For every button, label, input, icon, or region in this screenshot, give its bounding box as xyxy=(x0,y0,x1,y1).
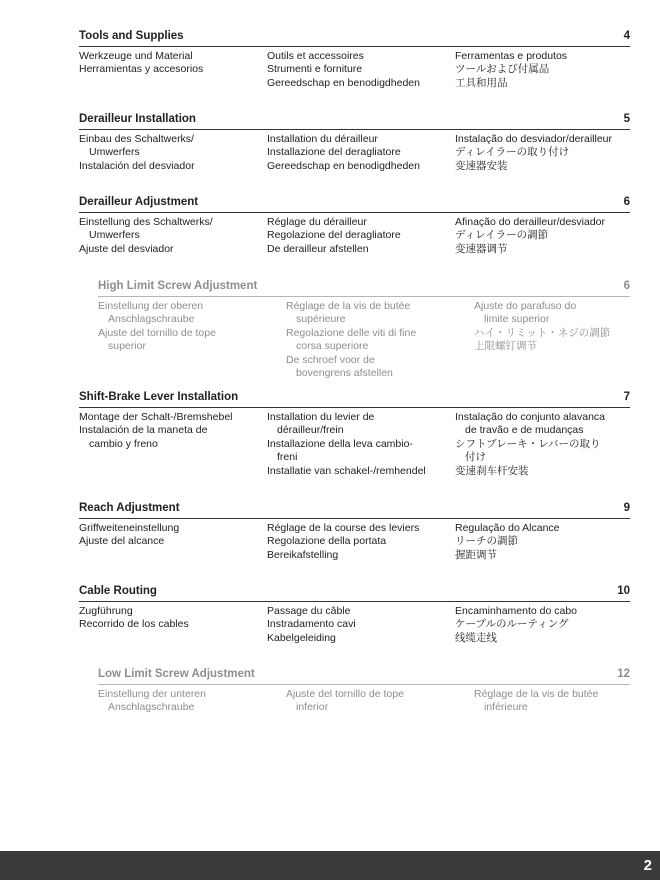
translation-line: Gereedschap en benodigdheden xyxy=(267,76,420,89)
page-footer xyxy=(0,851,660,880)
translation-line: 线缆走线 xyxy=(455,631,497,644)
translation-line: 付け xyxy=(465,451,486,464)
translation-line: inférieure xyxy=(484,701,528,714)
translation-column xyxy=(267,605,449,645)
translation-column xyxy=(267,50,449,90)
translation-line: Instradamento cavi xyxy=(267,618,356,631)
toc-entry xyxy=(79,195,630,256)
translation-line: 工具和用品 xyxy=(455,76,508,89)
translation-column xyxy=(79,50,261,77)
translation-line: Strumenti e forniture xyxy=(267,63,363,76)
translation-line: Ajuste del alcance xyxy=(79,535,165,548)
translation-line: Einstellung des Schaltwerks/ xyxy=(79,216,213,228)
translation-line: Ferramentas e produtos xyxy=(455,50,568,62)
toc-entry xyxy=(79,390,630,478)
translation-column xyxy=(455,522,637,562)
toc-entry-translations xyxy=(79,50,630,90)
translation-line: Kabelgeleiding xyxy=(267,631,336,644)
translation-line: Réglage du dérailleur xyxy=(267,216,367,228)
translation-line: Griffweiteneinstellung xyxy=(79,522,180,534)
toc-entry-translations xyxy=(98,688,630,715)
toc-entry-page: 9 xyxy=(623,502,630,514)
translation-line: Installazione della leva cambio- xyxy=(267,437,413,450)
translation-column xyxy=(267,216,449,256)
translation-line: リーチの調節 xyxy=(455,535,518,548)
toc-entry xyxy=(79,112,630,173)
translation-line: ディレイラーの取り付け xyxy=(455,146,570,159)
toc-entry-title: Shift-Brake Lever Installation xyxy=(79,391,239,403)
toc-entry-page: 12 xyxy=(617,668,630,680)
toc-entry-header[interactable] xyxy=(98,667,630,685)
translation-column xyxy=(455,133,637,173)
toc-entry xyxy=(79,584,630,645)
translation-column xyxy=(98,688,280,715)
translation-line: limite superior xyxy=(484,313,550,326)
toc-entry xyxy=(79,29,630,90)
toc-entry-title: Derailleur Adjustment xyxy=(79,196,199,208)
toc-entry-translations xyxy=(98,300,630,380)
translation-line: Einstellung der unteren xyxy=(98,688,206,700)
translation-line: Regolazione della portata xyxy=(267,535,387,548)
translation-column xyxy=(79,411,261,451)
toc-entry-header[interactable] xyxy=(79,112,630,130)
translation-line: Passage du câble xyxy=(267,605,351,617)
page-number: 2 xyxy=(643,857,652,874)
toc-entry-page: 10 xyxy=(617,585,630,597)
toc-entry-page: 6 xyxy=(623,280,630,292)
toc-entry-translations xyxy=(79,133,630,173)
translation-column xyxy=(455,50,637,90)
translation-line: Einstellung der oberen xyxy=(98,300,204,312)
translation-line: de travão e de mudanças xyxy=(465,424,584,437)
toc-entry-title: Tools and Supplies xyxy=(79,30,184,42)
translation-column xyxy=(474,300,656,354)
toc-entry-page: 7 xyxy=(623,391,630,403)
translation-line: Zugführung xyxy=(79,605,133,617)
translation-line: Réglage de la vis de butée xyxy=(286,300,411,312)
translation-column xyxy=(79,522,261,549)
translation-column xyxy=(455,605,637,645)
translation-line: Instalação do conjunto alavanca xyxy=(455,411,606,423)
toc-entry xyxy=(98,667,630,715)
translation-line: 变速刹车杆安装 xyxy=(455,464,529,477)
translation-column xyxy=(455,411,637,478)
translation-line: corsa superiore xyxy=(296,340,369,353)
toc-entry-header[interactable] xyxy=(98,279,630,297)
translation-line: Werkzeuge und Material xyxy=(79,50,193,62)
translation-line: ツールおよび付属品 xyxy=(455,63,550,76)
translation-line: Instalação do desviador/derailleur xyxy=(455,133,613,145)
translation-line: De derailleur afstellen xyxy=(267,242,369,255)
toc-entry-title: Low Limit Screw Adjustment xyxy=(98,668,255,680)
translation-column xyxy=(267,522,449,562)
toc-entry xyxy=(79,501,630,562)
toc-entry-translations xyxy=(79,216,630,256)
translation-line: Outils et accessoires xyxy=(267,50,364,62)
translation-line: Regolazione del deragliatore xyxy=(267,229,401,242)
translation-line: Installazione del deragliatore xyxy=(267,146,401,159)
translation-column xyxy=(455,216,637,256)
translation-column xyxy=(267,411,449,478)
translation-line: De schroef voor de xyxy=(286,353,375,366)
translation-column xyxy=(286,300,468,380)
translation-line: Anschlagschraube xyxy=(108,701,195,714)
translation-line: Recorrido de los cables xyxy=(79,618,189,631)
translation-line: Réglage de la course des leviers xyxy=(267,522,420,534)
translation-line: Ajuste del tornillo de tope xyxy=(98,326,216,339)
translation-line: ディレイラーの調節 xyxy=(455,229,549,242)
translation-line: Bereikafstelling xyxy=(267,548,339,561)
translation-line: Afinação do derailleur/desviador xyxy=(455,216,606,228)
translation-line: freni xyxy=(277,451,298,464)
translation-line: ハイ・リミット・ネジの調節 xyxy=(474,326,611,339)
translation-line: Instalación de la maneta de xyxy=(79,424,208,437)
translation-line: Installation du levier de xyxy=(267,411,375,423)
translation-line: 握距调节 xyxy=(455,548,497,561)
translation-line: Gereedschap en benodigdheden xyxy=(267,159,420,172)
toc-entry-header[interactable] xyxy=(79,390,630,408)
translation-line: Instalación del desviador xyxy=(79,159,195,172)
translation-line: Ajuste do parafuso do xyxy=(474,300,577,312)
translation-line: Montage der Schalt-/Bremshebel xyxy=(79,411,233,423)
toc-entry-translations xyxy=(79,605,630,645)
toc-entry-translations xyxy=(79,411,630,478)
translation-line: シフトブレーキ・レバーの取り xyxy=(455,437,601,450)
translation-line: Umwerfers xyxy=(89,146,140,159)
toc-entry-translations xyxy=(79,522,630,562)
toc-entry-title: Reach Adjustment xyxy=(79,502,180,514)
translation-line: Regolazione delle viti di fine xyxy=(286,326,417,339)
translation-line: inferior xyxy=(296,701,329,714)
translation-line: Umwerfers xyxy=(89,229,140,242)
translation-line: Herramientas y accesorios xyxy=(79,63,204,76)
toc-entry-header[interactable] xyxy=(79,584,630,602)
translation-column xyxy=(267,133,449,173)
translation-line: dérailleur/frein xyxy=(277,424,344,437)
translation-line: bovengrens afstellen xyxy=(296,367,393,380)
translation-line: Anschlagschraube xyxy=(108,313,195,326)
toc-entry-page: 4 xyxy=(623,30,630,42)
translation-line: Encaminhamento do cabo xyxy=(455,605,577,617)
toc-entry-title: High Limit Screw Adjustment xyxy=(98,280,258,292)
toc-entry-title: Derailleur Installation xyxy=(79,113,196,125)
toc-entry-header[interactable] xyxy=(79,501,630,519)
translation-line: ケーブルのルーティング xyxy=(455,618,569,631)
translation-line: Installatie van schakel-/remhendel xyxy=(267,464,426,477)
translation-column xyxy=(286,688,468,715)
translation-column xyxy=(474,688,656,715)
translation-column xyxy=(98,300,280,354)
toc-entry-header[interactable] xyxy=(79,29,630,47)
translation-line: Installation du dérailleur xyxy=(267,133,378,145)
translation-line: superior xyxy=(108,340,146,353)
translation-line: cambio y freno xyxy=(89,437,158,450)
translation-line: Ajuste del desviador xyxy=(79,242,174,255)
translation-line: Regulação do Alcance xyxy=(455,522,560,534)
translation-column xyxy=(79,605,261,632)
translation-line: 变速器调节 xyxy=(455,242,508,255)
translation-line: Ajuste del tornillo de tope xyxy=(286,688,404,700)
toc-entry-page: 5 xyxy=(623,113,630,125)
translation-column xyxy=(79,133,261,173)
translation-line: Einbau des Schaltwerks/ xyxy=(79,133,194,145)
translation-column xyxy=(79,216,261,256)
toc-entry xyxy=(98,279,630,380)
toc-entry-title: Cable Routing xyxy=(79,585,157,597)
translation-line: 变速器安装 xyxy=(455,159,508,172)
translation-line: Réglage de la vis de butée xyxy=(474,688,599,700)
toc-entry-header[interactable] xyxy=(79,195,630,213)
translation-line: 上限螺钉调节 xyxy=(474,340,537,353)
toc-entry-page: 6 xyxy=(623,196,630,208)
translation-line: supérieure xyxy=(296,313,346,326)
